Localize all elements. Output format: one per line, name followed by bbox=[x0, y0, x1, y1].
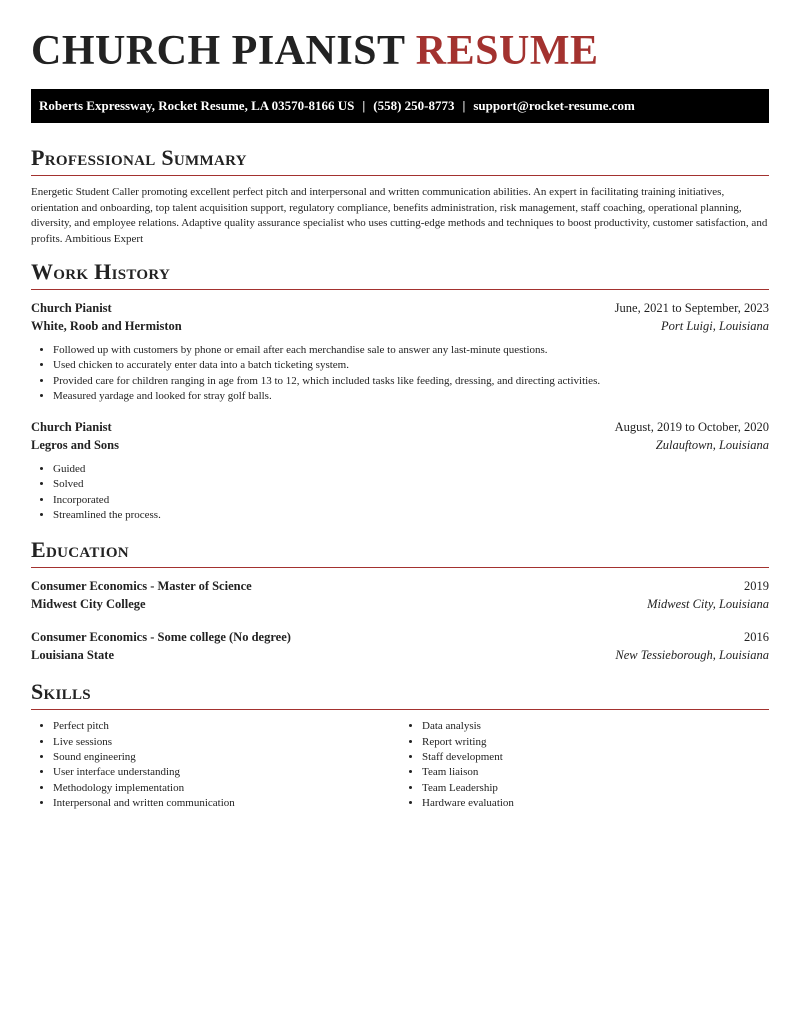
contact-bar bbox=[31, 89, 769, 123]
contact-phone[interactable]: (558) 250-8773 bbox=[373, 98, 455, 113]
contact-separator: | bbox=[462, 98, 466, 113]
skill-item: • Staff development bbox=[422, 750, 769, 765]
education-location: New Tessieborough, Louisiana bbox=[615, 648, 769, 663]
summary-section bbox=[31, 145, 769, 247]
skill-item: • Perfect pitch bbox=[53, 719, 400, 734]
job-dates: August, 2019 to October, 2020 bbox=[614, 420, 769, 435]
skill-item: • User interface understanding bbox=[53, 765, 400, 780]
job-entry bbox=[31, 299, 769, 404]
job-location: Port Luigi, Louisiana bbox=[660, 319, 769, 333]
skills-heading: Skills bbox=[31, 679, 769, 710]
education-degree: Consumer Economics - Master of Science bbox=[31, 579, 252, 594]
resume-title bbox=[31, 27, 769, 75]
job-bullet: • Provided care for children ranging in age from 13 to 12, which included tasks like feeding, dressing, and directing activities. bbox=[53, 374, 769, 389]
job-company: Legros and Sons bbox=[31, 438, 119, 453]
skills-grid bbox=[31, 719, 769, 811]
skill-item: • Hardware evaluation bbox=[422, 796, 769, 811]
education-entry bbox=[31, 577, 769, 613]
job-title: Church Pianist bbox=[31, 420, 112, 435]
skills-list-left bbox=[31, 719, 400, 811]
job-bullet: • Incorporated bbox=[53, 493, 769, 508]
education-school: Louisiana State bbox=[31, 648, 115, 663]
education-entry bbox=[31, 628, 769, 664]
skills-section bbox=[31, 679, 769, 811]
contact-email[interactable]: support@rocket-resume.com bbox=[473, 98, 635, 113]
education-heading: Education bbox=[31, 537, 769, 568]
job-company: White, Roob and Hermiston bbox=[31, 319, 182, 333]
work-history-heading: Work History bbox=[31, 259, 769, 290]
job-bullet: • Guided bbox=[53, 462, 769, 477]
education-location: Midwest City, Louisiana bbox=[647, 597, 769, 612]
summary-text: Energetic Student Caller promoting excellent perfect pitch and interpersonal and written communication abilities. An expert in facilitating training initiatives, orientation and onboarding, top talent acquisition support, regulatory compliance, benefits administration, risk management, staff coaching, operational planning, diversity, and employee relations. Adaptive quality assurance specialist who uses cutting-edge methods and techniques to boost productivity, customer satisfaction, and profits. Ambitious Expert bbox=[31, 186, 768, 245]
contact-address: Roberts Expressway, Rocket Resume, LA 03570-8166 US bbox=[39, 98, 355, 113]
education-year: 2019 bbox=[744, 579, 769, 594]
job-bullets bbox=[31, 343, 769, 404]
job-bullet: • Solved bbox=[53, 477, 769, 492]
job-bullet: • Used chicken to accurately enter data into a batch ticketing system. bbox=[53, 358, 769, 373]
work-history-section bbox=[31, 259, 769, 523]
job-location: Zulauftown, Louisiana bbox=[655, 438, 769, 453]
education-degree: Consumer Economics - Some college (No degree) bbox=[31, 630, 291, 645]
education-section bbox=[31, 537, 769, 664]
title-main: CHURCH PIANIST bbox=[31, 28, 405, 74]
skill-item: • Sound engineering bbox=[53, 750, 400, 765]
education-year: 2016 bbox=[744, 630, 769, 645]
skill-item: • Team Leadership bbox=[422, 781, 769, 796]
education-school: Midwest City College bbox=[31, 597, 146, 612]
skill-item: • Team liaison bbox=[422, 765, 769, 780]
job-title: Church Pianist bbox=[31, 301, 112, 315]
skill-item: • Report writing bbox=[422, 735, 769, 750]
skill-item: • Live sessions bbox=[53, 735, 400, 750]
title-accent: RESUME bbox=[415, 28, 599, 74]
job-bullets bbox=[31, 462, 769, 523]
skill-item: • Data analysis bbox=[422, 719, 769, 734]
job-bullet: • Measured yardage and looked for stray golf balls. bbox=[53, 389, 769, 404]
skill-item: • Methodology implementation bbox=[53, 781, 400, 796]
job-dates: June, 2021 to September, 2023 bbox=[614, 301, 769, 315]
contact-separator: | bbox=[362, 98, 366, 113]
job-bullet: • Followed up with customers by phone or email after each merchandise sale to answer any last-minute questions. bbox=[53, 343, 769, 358]
skills-list-right bbox=[400, 719, 769, 811]
job-bullet: • Streamlined the process. bbox=[53, 508, 769, 523]
summary-heading: Professional Summary bbox=[31, 145, 769, 176]
job-entry bbox=[31, 418, 769, 523]
resume-page bbox=[31, 0, 769, 811]
skill-item: • Interpersonal and written communication bbox=[53, 796, 400, 811]
